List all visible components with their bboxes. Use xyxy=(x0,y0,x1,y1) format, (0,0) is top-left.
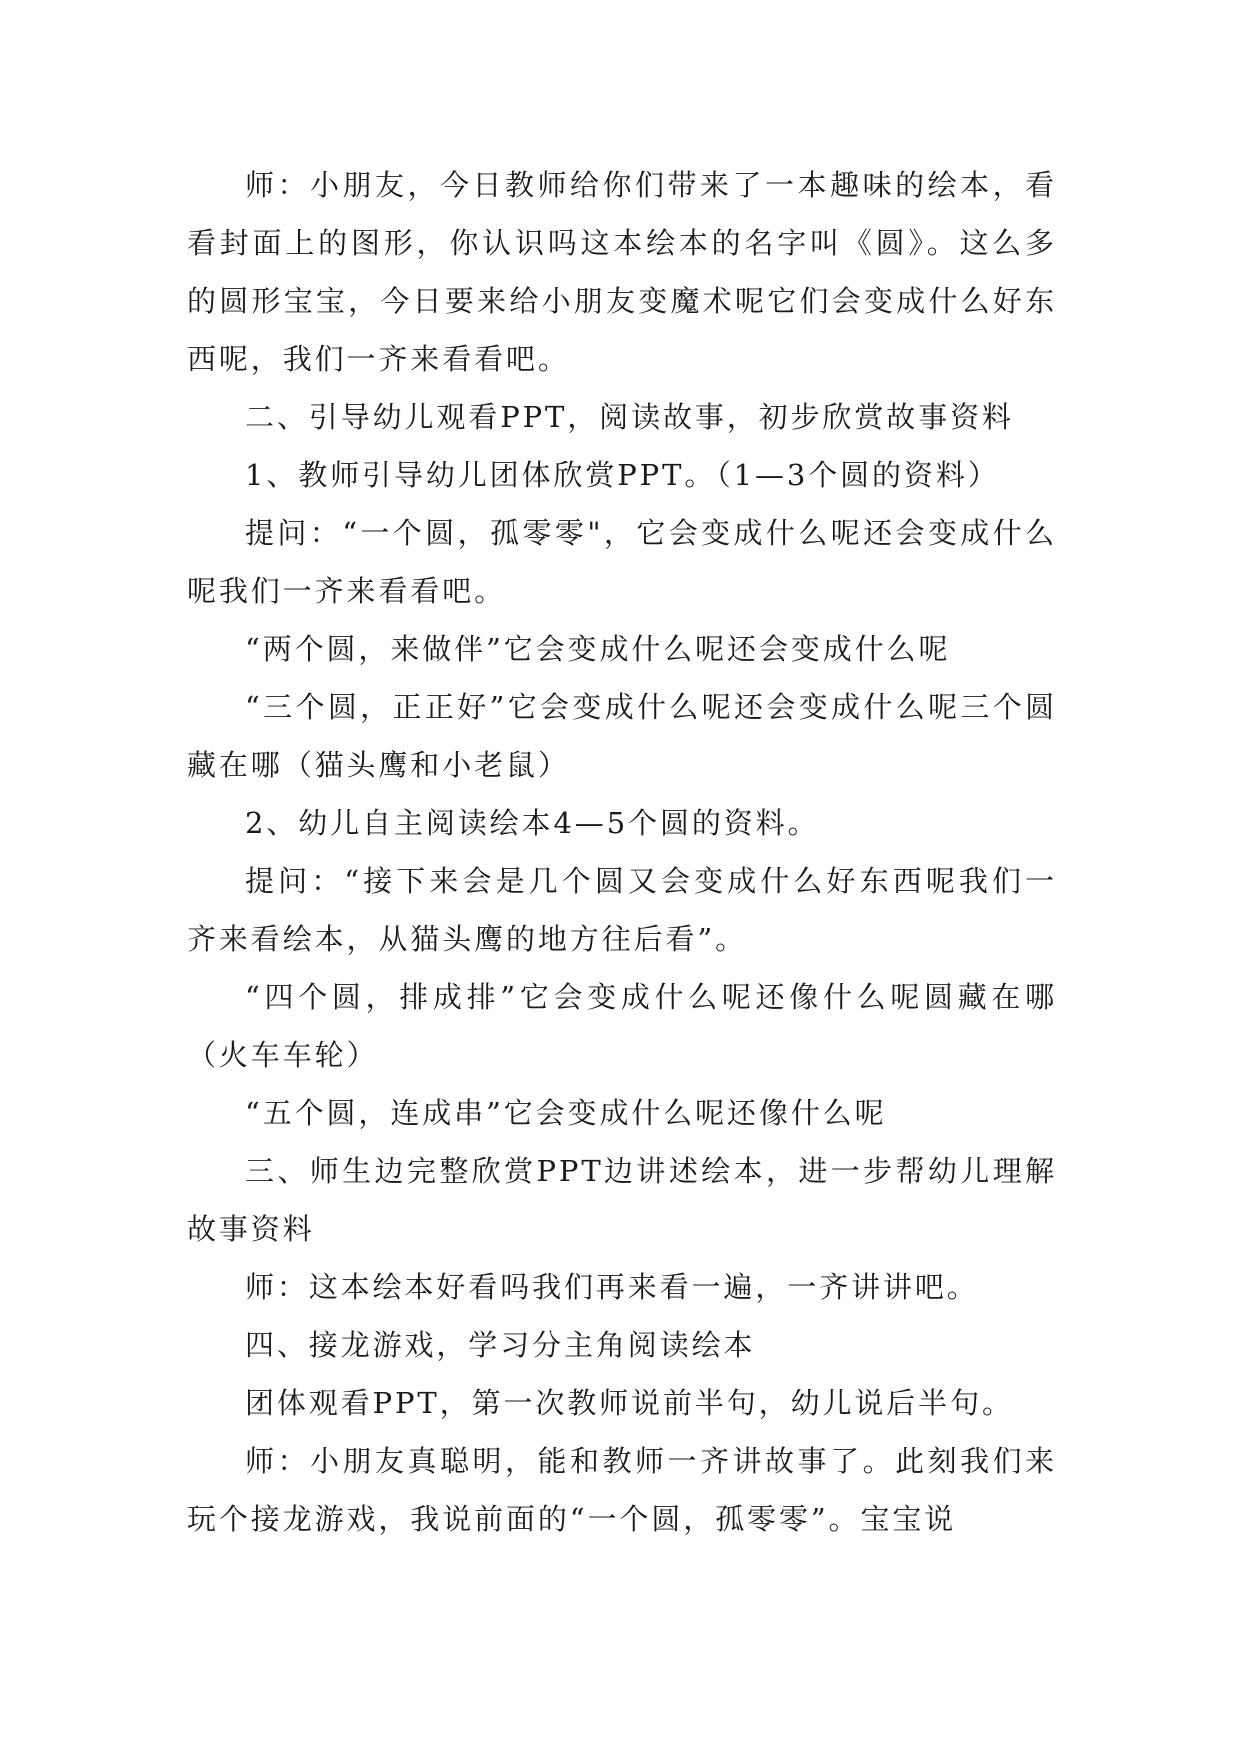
paragraph: “三个圆，正正好”它会变成什么呢还会变成什么呢三个圆藏在哪（猫头鹰和小老鼠） xyxy=(187,690,1057,782)
paragraph: “两个圆，来做伴”它会变成什么呢还会变成什么呢 xyxy=(245,632,951,666)
paragraph: 师：小朋友，今日教师给你们带来了一本趣味的绘本，看看封面上的图形，你认识吗这本绘本的名字叫《圆》。这么多的圆形宝宝，今日要来给小朋友变魔术呢它们会变成什么好东西呢，我们一齐来看看吧。 xyxy=(187,168,1057,376)
section-heading: 二、引导幼儿观看PPT，阅读故事，初步欣赏故事资料 xyxy=(245,400,1014,434)
paragraph: 2、幼儿自主阅读绘本4—5个圆的资料。 xyxy=(245,806,820,840)
paragraph: 团体观看PPT，第一次教师说前半句，幼儿说后半句。 xyxy=(245,1386,1014,1420)
paragraph: “四个圆，排成排”它会变成什么呢还像什么呢圆藏在哪（火车车轮） xyxy=(187,980,1057,1072)
section-heading: 三、师生边完整欣赏PPT边讲述绘本，进一步帮幼儿理解故事资料 xyxy=(187,1154,1057,1246)
paragraph: 提问：“接下来会是几个圆又会变成什么好东西呢我们一齐来看绘本，从猫头鹰的地方往后看”。 xyxy=(187,864,1057,956)
section-heading: 四、接龙游戏，学习分主角阅读绘本 xyxy=(245,1328,756,1362)
paragraph: 1、教师引导幼儿团体欣赏PPT。（1—3个圆的资料） xyxy=(245,458,1000,492)
paragraph: “五个圆，连成串”它会变成什么呢还像什么呢 xyxy=(245,1096,887,1130)
paragraph: 师：这本绘本好看吗我们再来看一遍，一齐讲讲吧。 xyxy=(245,1270,979,1304)
paragraph: 提问：“一个圆，孤零零"，它会变成什么呢还会变成什么呢我们一齐来看看吧。 xyxy=(187,516,1057,608)
document-body xyxy=(187,156,1057,1548)
paragraph: 师：小朋友真聪明，能和教师一齐讲故事了。此刻我们来玩个接龙游戏，我说前面的“一个圆，孤零零”。宝宝说 xyxy=(187,1444,1057,1536)
